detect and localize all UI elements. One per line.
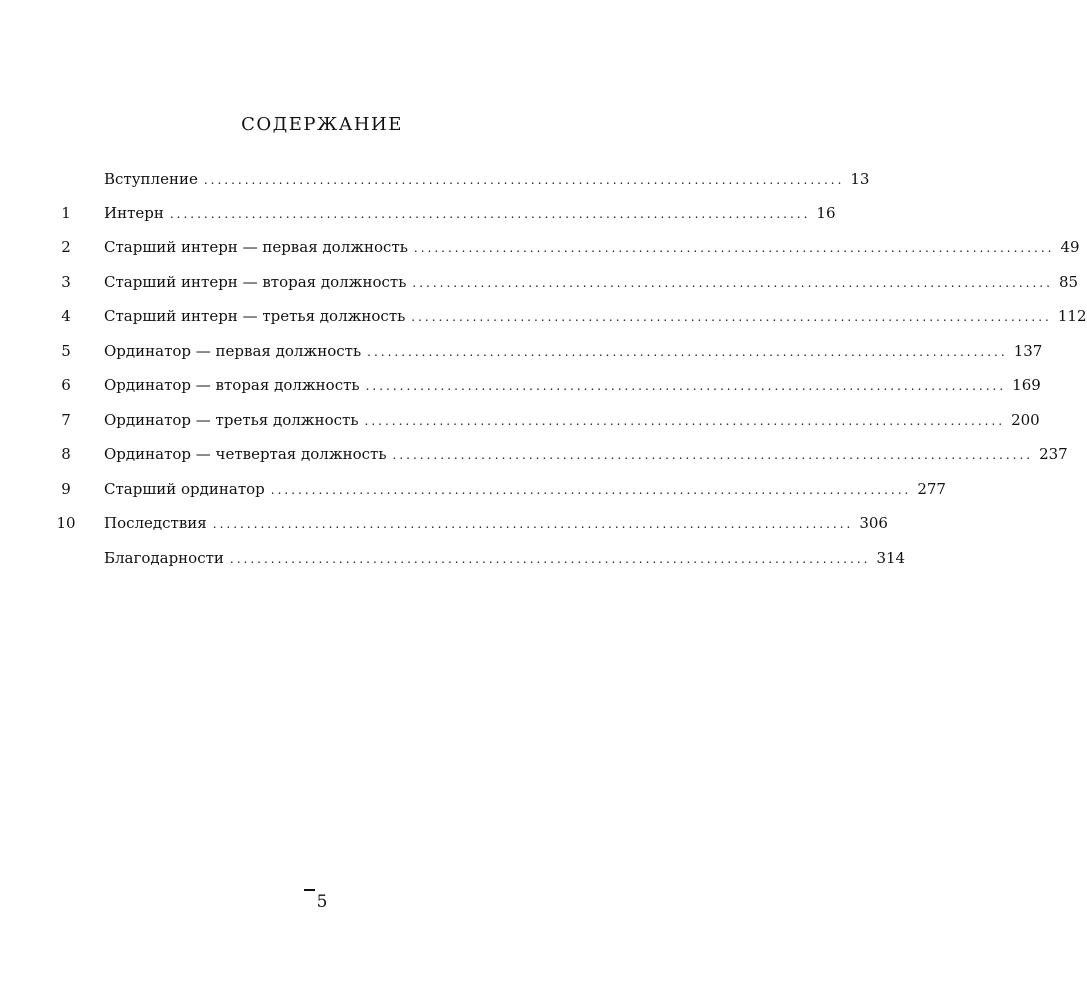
dot-leader: .............................................................................................. <box>365 379 1007 393</box>
toc-title: Последствия <box>104 514 207 532</box>
toc-title: Старший ординатор <box>104 480 265 498</box>
dot-leader: .............................................................................................. <box>413 241 1055 255</box>
dot-leader: .............................................................................................. <box>169 207 811 221</box>
toc-chapter-number: 8 <box>61 445 71 463</box>
toc-title: Ординатор — третья должность <box>104 411 359 429</box>
toc-chapter-number: 2 <box>61 238 71 256</box>
toc-page-number: 13 <box>850 170 870 188</box>
toc-entry-1 <box>0 200 836 226</box>
toc-entry-6 <box>0 372 1041 398</box>
toc-chapter-number: 10 <box>56 514 76 532</box>
toc-chapter-number: 6 <box>61 376 71 394</box>
toc-title: Ординатор — первая должность <box>104 342 362 360</box>
toc-chapter-number: 7 <box>61 411 71 429</box>
toc-chapter-number: 9 <box>61 480 71 498</box>
toc-line <box>104 407 1040 434</box>
toc-entry-9 <box>0 476 946 502</box>
toc-line <box>104 545 906 572</box>
dot-leader: .............................................................................................. <box>412 276 1053 290</box>
toc-page-number: 314 <box>876 549 906 567</box>
toc-entry-7 <box>0 407 1040 433</box>
toc-line <box>104 476 946 503</box>
toc-page-number: 49 <box>1060 238 1080 256</box>
toc-title: Ординатор — четвертая должность <box>104 445 387 463</box>
toc-page-number: 306 <box>859 514 888 532</box>
dot-leader: .............................................................................................. <box>270 483 912 497</box>
toc-page-number: 277 <box>917 480 946 498</box>
toc-title: Вступление <box>104 170 198 188</box>
toc-line <box>104 372 1041 399</box>
page-number: 5 <box>316 892 328 912</box>
toc-entry-acknowledgements <box>0 545 906 571</box>
toc-page-number: 85 <box>1058 273 1079 291</box>
dot-leader: .............................................................................................. <box>367 345 1008 359</box>
toc-entry-5 <box>0 338 1043 364</box>
toc-line <box>104 234 1080 261</box>
toc-line <box>104 200 836 227</box>
toc-line <box>104 441 1068 468</box>
toc-title: Старший интерн — вторая должность <box>104 273 407 291</box>
toc-title: Благодарности <box>104 549 224 567</box>
toc-line <box>104 303 1087 330</box>
toc-title: Интерн <box>104 204 164 222</box>
toc-chapter-number: 4 <box>61 307 71 325</box>
toc-entry-10 <box>0 510 888 536</box>
toc-page-number: 137 <box>1013 342 1043 360</box>
dot-leader: .............................................................................................. <box>212 517 854 531</box>
toc-chapter-number: 3 <box>61 273 71 291</box>
dot-leader: .............................................................................................. <box>203 173 845 187</box>
toc-chapter-number: 1 <box>61 204 71 222</box>
toc-title: Ординатор — вторая должность <box>104 376 360 394</box>
toc-entry-2 <box>0 234 1080 260</box>
dot-leader: .............................................................................................. <box>392 448 1034 462</box>
toc-title: Старший интерн — первая должность <box>104 238 408 256</box>
toc-page-number: 200 <box>1011 411 1040 429</box>
toc-chapter-number: 5 <box>61 342 71 360</box>
toc-page-number: 237 <box>1039 445 1068 463</box>
dot-leader: .............................................................................................. <box>364 414 1006 428</box>
folio-rule <box>304 889 315 891</box>
toc-line <box>104 510 888 537</box>
toc-entry-4 <box>0 303 1087 329</box>
toc-line <box>104 166 870 193</box>
toc-entry-introduction <box>0 166 870 192</box>
toc-line <box>104 269 1079 296</box>
dot-leader: .............................................................................................. <box>229 552 871 566</box>
toc-page-number: 16 <box>816 204 836 222</box>
page-title: СОДЕРЖАНИЕ <box>241 114 403 135</box>
toc-line <box>104 338 1043 365</box>
toc-page-number: 169 <box>1012 376 1041 394</box>
toc-page-number: 112 <box>1057 307 1087 325</box>
dot-leader: .............................................................................................. <box>411 310 1052 324</box>
toc-entry-8 <box>0 441 1068 467</box>
toc-entry-3 <box>0 269 1079 295</box>
toc-title: Старший интерн — третья должность <box>104 307 406 325</box>
